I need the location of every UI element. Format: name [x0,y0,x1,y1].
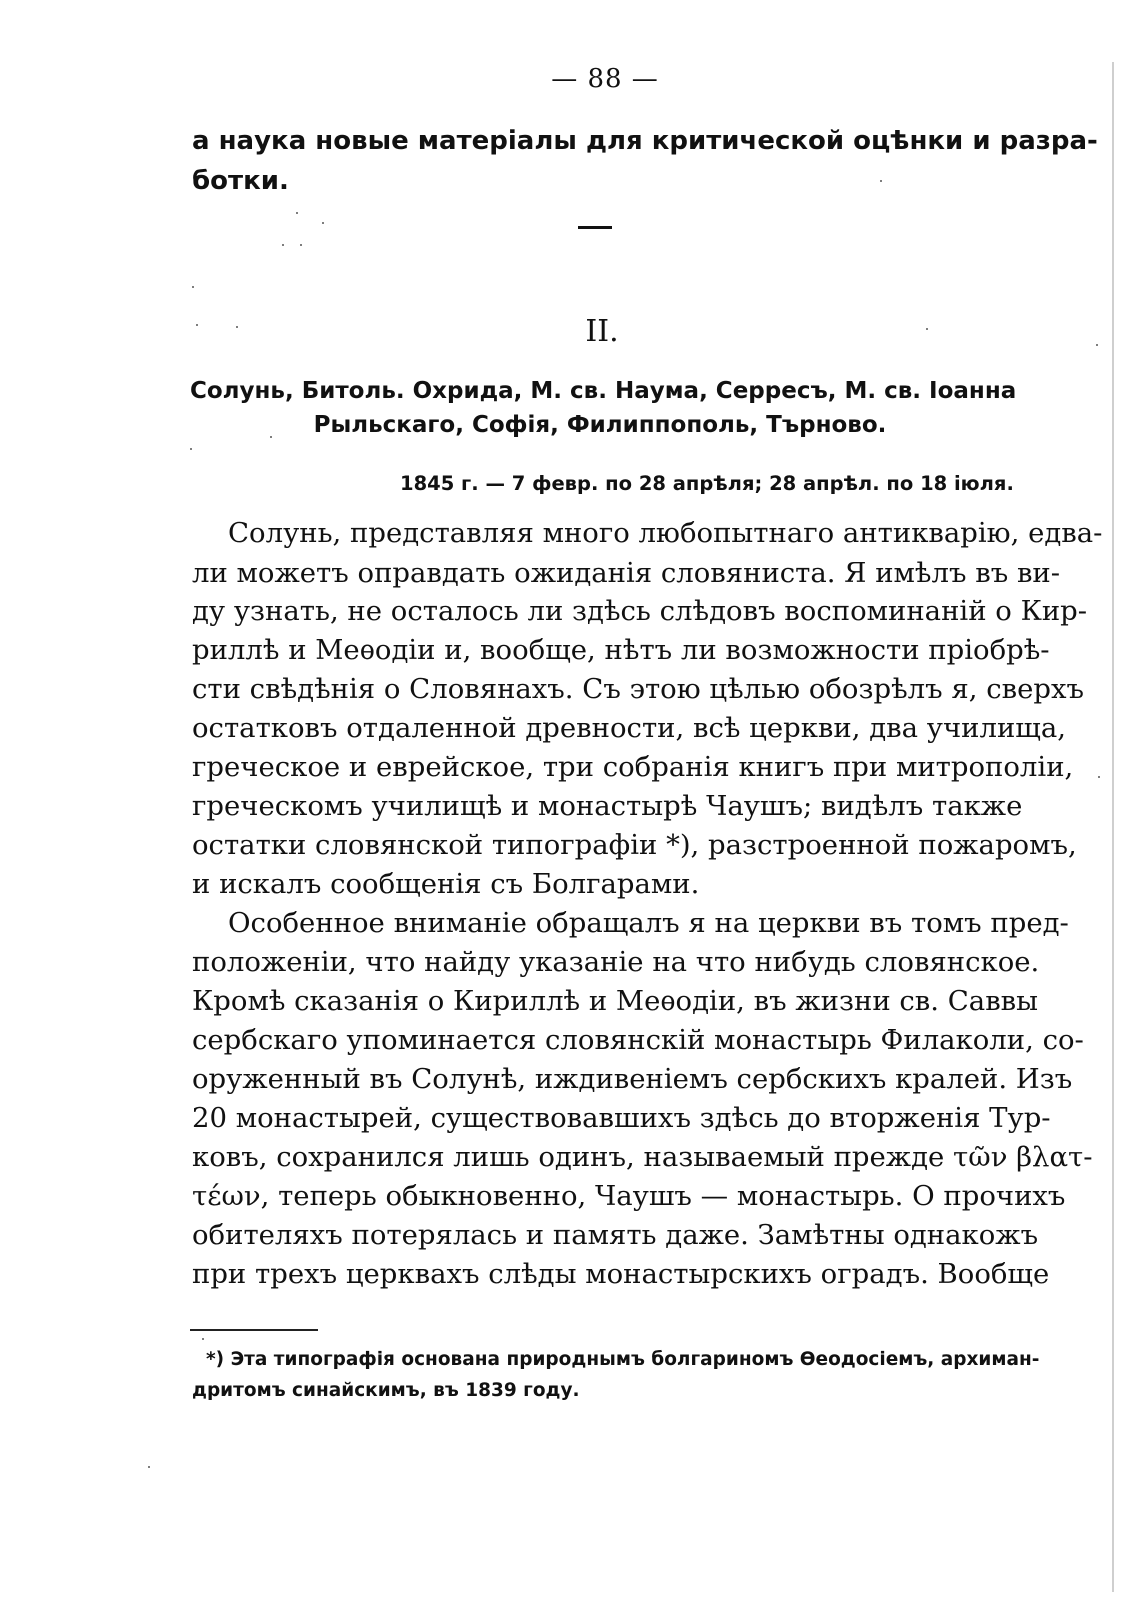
paragraph-line: 20 монастырей, существовавшихъ здѣсь до вторженія Тур- [192,1102,1051,1134]
scan-speck [270,436,272,438]
scan-speck [196,324,198,326]
page-number: — 88 — [551,64,659,94]
paragraph-line: обителяхъ потерялась и память даже. Замѣтны однакожъ [192,1219,1039,1251]
footnote-line: дритомъ синайскимъ, въ 1839 году. [192,1380,580,1401]
paragraph-line: ковъ, сохранился лишь одинъ, называемый прежде τῶν βλατ- [192,1141,1093,1173]
scan-speck [192,286,194,288]
paragraph-line: риллѣ и Меѳодіи и, вообще, нѣтъ ли возможности пріобрѣ- [192,634,1050,666]
footnote-rule [190,1329,318,1331]
paragraph-line: и искалъ сообщенія съ Болгарами. [192,868,700,900]
page-edge [1112,62,1114,1592]
travel-dates: 1845 г. — 7 февр. по 28 апрѣля; 28 апрѣл. по 18 іюля. [400,472,1014,495]
scan-speck [236,326,238,328]
paragraph-line: сербскаго упоминается словянскій монастырь Филаколи, со- [192,1024,1084,1056]
paragraph-line: Особенное вниманіе обращалъ я на церкви въ томъ пред- [228,907,1069,939]
intro-line: а наука новые матеріалы для критической оцѣнки и разра- [192,126,1098,156]
scan-speck [296,212,298,214]
paragraph-line: остатки словянской типографіи *), разстроенной пожаромъ, [192,829,1077,861]
paragraph-line: Солунь, представляя много любопытнаго антикварію, едва- [228,517,1103,549]
footnote-line: *) Эта типографія основана природнымъ болгариномъ Ѳеодосіемъ, архиман- [206,1349,1040,1370]
paragraph-line: сти свѣдѣнія о Словянахъ. Съ этою цѣлью обозрѣлъ я, сверхъ [192,673,1084,705]
intro-line: ботки. [192,166,289,196]
paragraph-line: остатковъ отдаленной древности, всѣ церкви, два училища, [192,712,1066,744]
section-heading-line: Рыльскаго, Софія, Филиппополь, Търново. [313,412,887,438]
scan-speck [190,448,192,450]
scan-speck [148,1466,150,1468]
scan-speck [202,1338,204,1340]
paragraph-line: τέων, теперь обыкновенно, Чаушъ — монастырь. О прочихъ [192,1180,1066,1212]
paragraph-line: Кромѣ сказанія о Кириллѣ и Меѳодіи, въ жизни св. Саввы [192,985,1039,1017]
scan-speck [1096,344,1098,346]
section-separator [578,226,612,229]
scan-speck [322,222,324,224]
paragraph-line: положеніи, что найду указаніе на что нибудь словянское. [192,946,1040,978]
scan-speck [926,328,928,330]
section-heading-line: Солунь, Битоль. Охрида, М. св. Наума, Серресъ, М. св. Іоанна [190,378,1017,404]
scan-speck [880,180,882,182]
paragraph-line: при трехъ церквахъ слѣды монастырскихъ оградъ. Вообще [192,1258,1050,1290]
section-number: II. [585,314,619,349]
paragraph-line: оруженный въ Солунѣ, иждивеніемъ сербскихъ кралей. Изъ [192,1063,1073,1095]
paragraph-line: ду узнать, не осталось ли здѣсь слѣдовъ воспоминаній о Кир- [192,595,1088,627]
paragraph-line: греческое и еврейское, три собранія книгъ при митрополіи, [192,751,1074,783]
scan-speck [1098,776,1100,778]
scan-speck [300,244,302,246]
scan-speck [282,244,284,246]
paragraph-line: греческомъ училищѣ и монастырѣ Чаушъ; видѣлъ также [192,790,1023,822]
paragraph-line: ли можетъ оправдать ожиданія словяниста. Я имѣлъ въ ви- [192,557,1061,589]
